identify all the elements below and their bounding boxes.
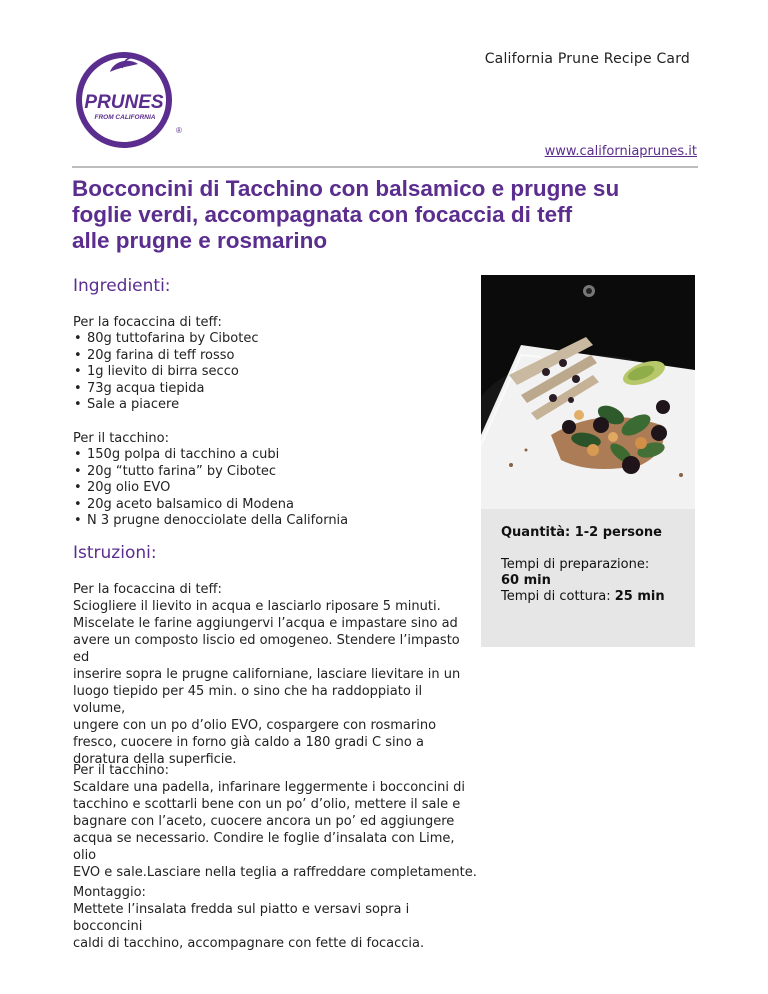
recipe-info-sidebar bbox=[481, 275, 695, 647]
ingredient-group-title: Per il tacchino: bbox=[73, 431, 169, 446]
ingredient-item: • 20g olio EVO bbox=[73, 480, 473, 496]
servings: Quantità: 1-2 persone bbox=[501, 525, 663, 540]
instruction-title: Per il tacchino: bbox=[73, 763, 169, 778]
prep-time-value: 60 min bbox=[501, 573, 551, 588]
logo-subtitle: FROM CALIFORNIA bbox=[94, 114, 156, 121]
instruction-line: Scaldare una padella, infarinare leggermente i bocconcini di bbox=[73, 780, 466, 795]
instruction-line: Miscelate le farine aggiungervi l’acqua e impastare sino ad bbox=[73, 616, 458, 631]
header-divider bbox=[72, 166, 698, 168]
ingredient-item: • N 3 prugne denocciolate della California bbox=[73, 513, 473, 529]
instruction-line: acqua se necessario. Condire le foglie d’insalata con Lime, olio bbox=[73, 831, 455, 863]
instruction-line: Mettete l’insalata fredda sul piatto e versavi sopra i bocconcini bbox=[73, 902, 410, 934]
ingredients-group-tacchino bbox=[73, 431, 473, 529]
ingredient-item: • 80g tuttofarina by Cibotec bbox=[73, 331, 473, 347]
instruction-paragraph-tacchino bbox=[73, 762, 478, 881]
instruction-line: doratura della superficie. bbox=[73, 752, 237, 767]
ingredient-list bbox=[73, 447, 473, 529]
ingredient-item: • 20g “tutto farina” by Cibotec bbox=[73, 464, 473, 480]
instruction-line: inserire sopra le prugne californiane, lasciare lievitare in un bbox=[73, 667, 461, 682]
instruction-line: Sciogliere il lievito in acqua e lasciarlo riposare 5 minuti. bbox=[73, 599, 441, 614]
cook-time bbox=[501, 589, 691, 605]
recipe-meta bbox=[501, 525, 691, 605]
card-label: California Prune Recipe Card bbox=[484, 51, 690, 67]
prunes-from-california-logo bbox=[72, 50, 194, 150]
instruction-title: Montaggio: bbox=[73, 885, 146, 900]
instruction-line: EVO e sale.Lasciare nella teglia a raffreddare completamente. bbox=[73, 865, 477, 880]
cook-time-value: 25 min bbox=[614, 589, 665, 604]
registered-mark: ® bbox=[176, 126, 182, 135]
dish-photo bbox=[481, 275, 695, 509]
instruction-line: luogo tiepido per 45 min. o sino che ha raddoppiato il volume, bbox=[73, 684, 423, 716]
ingredients-heading: Ingredienti: bbox=[73, 276, 171, 296]
ingredient-item: • Sale a piacere bbox=[73, 397, 473, 413]
recipe-title-line: alle prugne e rosmarino bbox=[72, 228, 328, 253]
instruction-line: ungere con un po d’olio EVO, cospargere con rosmarino bbox=[73, 718, 437, 733]
instruction-line: avere un composto liscio ed omogeneo. Stendere l’impasto ed bbox=[73, 633, 460, 665]
recipe-title-line: foglie verdi, accompagnata con focaccia di teff bbox=[72, 202, 573, 227]
ingredient-item: • 150g polpa di tacchino a cubi bbox=[73, 447, 473, 463]
ingredient-item: • 20g aceto balsamico di Modena bbox=[73, 497, 473, 513]
instruction-line: fresco, cuocere in forno già caldo a 180 gradi C sino a bbox=[73, 735, 424, 750]
instruction-paragraph-montaggio bbox=[73, 884, 478, 952]
ingredient-item: • 73g acqua tiepida bbox=[73, 381, 473, 397]
prep-time-label: Tempi di preparazione: bbox=[501, 557, 650, 572]
website-link[interactable]: www.californiaprunes.it bbox=[544, 144, 697, 159]
recipe-title-line: Bocconcini di Tacchino con balsamico e prugne su bbox=[72, 176, 620, 201]
ingredient-list bbox=[73, 331, 473, 413]
logo-word: PRUNES bbox=[84, 92, 164, 113]
ingredients-group-focaccina bbox=[73, 315, 473, 413]
ingredient-group-title: Per la focaccina di teff: bbox=[73, 315, 222, 330]
instruction-line: tacchino e scottarli bene con un po’ d’olio, mettere il sale e bbox=[73, 797, 461, 812]
instruction-line: bagnare con l’aceto, cuocere ancora un po’ ed aggiungere bbox=[73, 814, 455, 829]
ingredient-item: • 20g farina di teff rosso bbox=[73, 348, 473, 364]
instructions-heading: Istruzioni: bbox=[73, 543, 157, 563]
instruction-paragraph-focaccina bbox=[73, 581, 478, 768]
ingredient-item: • 1g lievito di birra secco bbox=[73, 364, 473, 380]
recipe-title bbox=[72, 176, 692, 254]
cook-time-label: Tempi di cottura: bbox=[501, 589, 611, 604]
instruction-title: Per la focaccina di teff: bbox=[73, 582, 222, 597]
instruction-line: caldi di tacchino, accompagnare con fette di focaccia. bbox=[73, 936, 425, 951]
